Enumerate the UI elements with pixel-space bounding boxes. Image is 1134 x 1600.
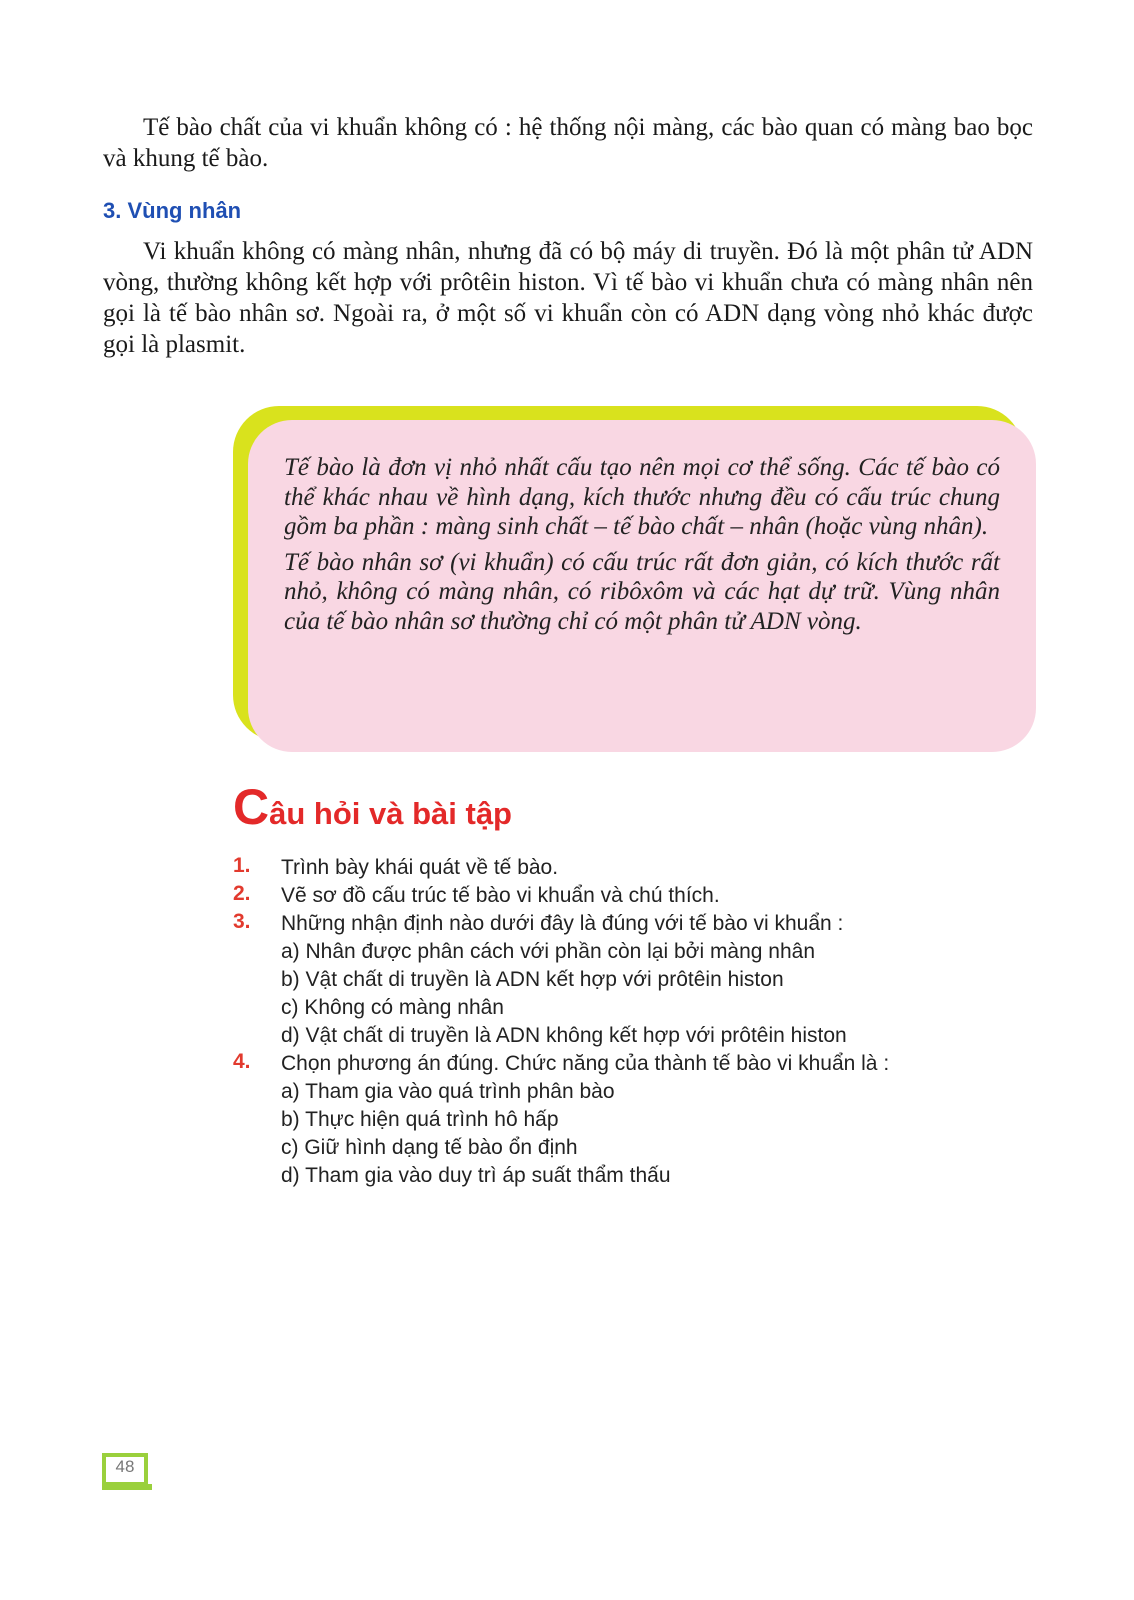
- question-number: 3.: [233, 910, 251, 933]
- question-text: Vẽ sơ đồ cấu trúc tế bào vi khuẩn và chú thích.: [281, 884, 720, 907]
- option-a: a) Nhân được phân cách với phần còn lại bởi màng nhân: [281, 940, 816, 963]
- question-text: Những nhận định nào dưới đây là đúng với tế bào vi khuẩn :: [281, 912, 844, 935]
- question-4: [233, 1050, 1023, 1190]
- question-number: 1.: [233, 854, 251, 877]
- question-number: 2.: [233, 882, 251, 905]
- question-2: [233, 882, 1023, 910]
- option-c: c) Không có màng nhân: [281, 996, 504, 1019]
- question-text: Chọn phương án đúng. Chức năng của thành tế bào vi khuẩn là :: [281, 1052, 890, 1075]
- summary-paragraph-2: Tế bào nhân sơ (vi khuẩn) có cấu trúc rất đơn giản, có kích thước rất nhỏ, không có màng nhân, có ribôxôm và các hạt dự trữ. Vùng nhân của tế bào nhân sơ thường chỉ có một phân tử ADN vòng.: [284, 548, 1000, 635]
- option-d: d) Tham gia vào duy trì áp suất thẩm thấu: [281, 1164, 671, 1187]
- section-title-nucleoid: 3. Vùng nhân: [103, 198, 242, 223]
- question-3: [233, 910, 1023, 1050]
- option-a: a) Tham gia vào quá trình phân bào: [281, 1080, 615, 1103]
- option-b: b) Thực hiện quá trình hô hấp: [281, 1108, 559, 1131]
- question-list: [233, 854, 1023, 1190]
- question-text: Trình bày khái quát về tế bào.: [281, 856, 559, 879]
- paragraph-cytoplasm-text: Tế bào chất của vi khuẩn không có : hệ thống nội màng, các bào quan có màng bao bọc và khung tế bào.: [103, 114, 1033, 172]
- page-number-underline: [102, 1484, 152, 1490]
- summary-paragraph-1: Tế bào là đơn vị nhỏ nhất cấu tạo nên mọi cơ thể sống. Các tế bào có thể khác nhau về hình dạng, kích thước nhưng đều có cấu trúc chung gồm ba phần : màng sinh chất – tế bào chất – nhân (hoặc vùng nhân).: [284, 454, 1000, 540]
- questions-heading-rest: âu hỏi và bài tập: [269, 796, 512, 831]
- option-d: d) Vật chất di truyền là ADN không kết hợp với prôtêin histon: [281, 1024, 847, 1047]
- option-c: c) Giữ hình dạng tế bào ổn định: [281, 1136, 578, 1159]
- paragraph-nucleoid: [103, 236, 1033, 360]
- question-1: [233, 854, 1023, 882]
- questions-heading-initial: C: [233, 779, 270, 835]
- paragraph-cytoplasm: [103, 112, 1033, 174]
- option-b: b) Vật chất di truyền là ADN kết hợp với prôtêin histon: [281, 968, 784, 991]
- paragraph-nucleoid-text: Vi khuẩn không có màng nhân, nhưng đã có bộ máy di truyền. Đó là một phân tử ADN vòng, thường không kết hợp với prôtêin histon. Vì tế bào vi khuẩn chưa có màng nhân nên gọi là tế bào nhân sơ. Ngoài ra, ở một số vi khuẩn còn có ADN dạng vòng nhỏ khác được gọi là plasmit.: [103, 238, 1033, 358]
- question-number: 4.: [233, 1050, 251, 1073]
- questions-heading: [233, 778, 512, 836]
- summary-text: [284, 453, 1000, 642]
- page-number: 48: [115, 1457, 135, 1476]
